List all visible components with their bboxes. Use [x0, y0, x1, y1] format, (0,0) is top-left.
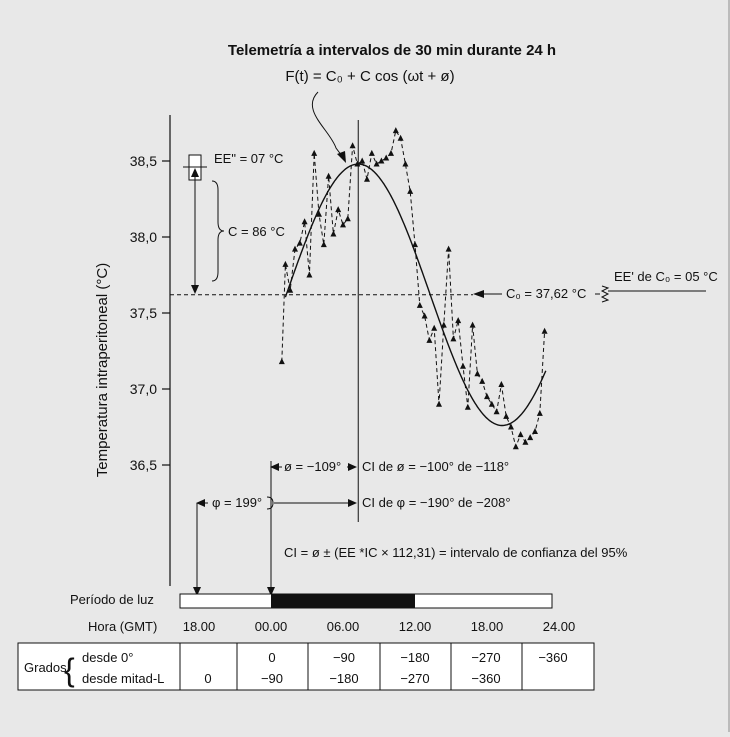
y-tick-label: 38,5	[129, 153, 157, 169]
c0-label: C₀ = 37,62 °C	[506, 286, 587, 301]
ci-formula-label: CI = ø ± (EE *IC × 112,31) = intervalo de confianza del 95%	[284, 545, 628, 560]
data-point	[311, 150, 317, 156]
data-point	[484, 393, 490, 399]
phi-bracket	[267, 497, 273, 509]
c0-arrowhead	[473, 290, 484, 298]
data-point	[393, 127, 399, 133]
ci-phase-label: CI de ø = −100° de −118°	[362, 459, 510, 474]
data-point	[326, 173, 332, 179]
c-amplitude-label: C = 86 °C	[228, 224, 285, 239]
row1-label: desde 0°	[82, 650, 134, 665]
data-point	[474, 370, 480, 376]
data-point	[374, 161, 380, 167]
light-period-label: Período de luz	[70, 592, 154, 607]
phi-arrow-right	[348, 499, 357, 507]
data-point	[532, 428, 538, 434]
data-point	[302, 218, 308, 224]
y-axis	[130, 115, 170, 586]
data-point	[306, 272, 312, 278]
table-cell-row1: −90	[332, 650, 356, 665]
data-point	[350, 142, 356, 148]
data-point	[518, 431, 524, 437]
data-point	[282, 261, 288, 267]
data-point	[441, 322, 447, 328]
ee2-label: EE" = 07 °C	[214, 151, 284, 166]
table-cell-row1: −270	[471, 650, 501, 665]
data-point	[527, 434, 533, 440]
data-point	[426, 337, 432, 343]
table-cell-row1: −180	[400, 650, 430, 665]
data-point	[455, 317, 461, 323]
data-point	[407, 188, 413, 194]
table-cell-row2: 0	[204, 671, 212, 686]
data-point	[335, 206, 341, 212]
data-point	[297, 240, 303, 246]
phase-arrow-right	[348, 463, 357, 471]
data-point	[460, 363, 466, 369]
data-point	[412, 241, 418, 247]
table-cell-row1: 0	[268, 650, 276, 665]
y-tick-label: 37,5	[129, 305, 157, 321]
cosinor-formula: F(t) = C₀ + C cos (ωt + ø)	[285, 68, 455, 85]
data-point	[279, 358, 285, 364]
data-point	[465, 404, 471, 410]
y-tick-label: 38,0	[129, 229, 157, 245]
data-point	[388, 150, 394, 156]
time-tick-label: 00.00	[254, 619, 288, 634]
data-point	[378, 158, 384, 164]
data-point	[446, 246, 452, 252]
data-point	[321, 241, 327, 247]
light-period-bar	[180, 594, 552, 608]
data-point	[450, 335, 456, 341]
data-point	[359, 158, 365, 164]
data-point	[398, 135, 404, 141]
time-tick-label: 06.00	[326, 619, 360, 634]
data-point	[513, 443, 519, 449]
data-point	[402, 161, 408, 167]
data-point	[542, 328, 548, 334]
data-point	[498, 381, 504, 387]
data-point	[431, 325, 437, 331]
data-point	[330, 230, 336, 236]
table-cell-row2: −360	[471, 671, 501, 686]
table-cell-row1: −360	[538, 650, 568, 665]
time-tick-label: 18.00	[470, 619, 504, 634]
ee1-zigzag	[602, 286, 608, 302]
table-cell-row2: −180	[329, 671, 359, 686]
formula-arrow	[312, 92, 345, 160]
ee1-label: EE' de C₀ = 05 °C	[614, 269, 718, 284]
data-point	[345, 215, 351, 221]
y-axis-label: Temperatura intraperitoneal (°C)	[94, 262, 111, 478]
phi-label: φ = 199°	[212, 495, 263, 510]
data-point	[479, 378, 485, 384]
data-point	[417, 302, 423, 308]
data-point	[364, 176, 370, 182]
ci-phi-label: CI de φ = −190° de −208°	[362, 495, 511, 510]
time-axis-ticks	[183, 619, 576, 634]
data-point	[494, 408, 500, 414]
amplitude-arrow-bottom	[191, 285, 199, 294]
formula-arrowhead	[337, 151, 346, 163]
time-tick-label: 18.00	[182, 619, 216, 634]
y-tick-label: 36,5	[129, 457, 157, 473]
degrees-brace: {	[64, 652, 75, 688]
time-tick-label: 24.00	[542, 619, 576, 634]
degrees-label: Grados	[24, 660, 67, 675]
data-point	[436, 401, 442, 407]
degrees-table	[18, 643, 594, 690]
data-point	[369, 150, 375, 156]
table-cell-row2: −270	[400, 671, 430, 686]
chart-title: Telemetría a intervalos de 30 min durante 24 h	[227, 42, 557, 59]
data-point	[503, 413, 509, 419]
table-cell-row2: −90	[260, 671, 284, 686]
amplitude-brace	[212, 181, 224, 281]
data-point	[537, 410, 543, 416]
time-tick-label: 12.00	[398, 619, 432, 634]
data-point	[422, 313, 428, 319]
dark-segment	[271, 594, 415, 608]
data-point	[470, 322, 476, 328]
row2-label: desde mitad-L	[82, 671, 165, 686]
phase-label: ø = −109°	[284, 459, 342, 474]
y-tick-label: 37,0	[129, 381, 157, 397]
time-axis-label: Hora (GMT)	[88, 619, 158, 634]
